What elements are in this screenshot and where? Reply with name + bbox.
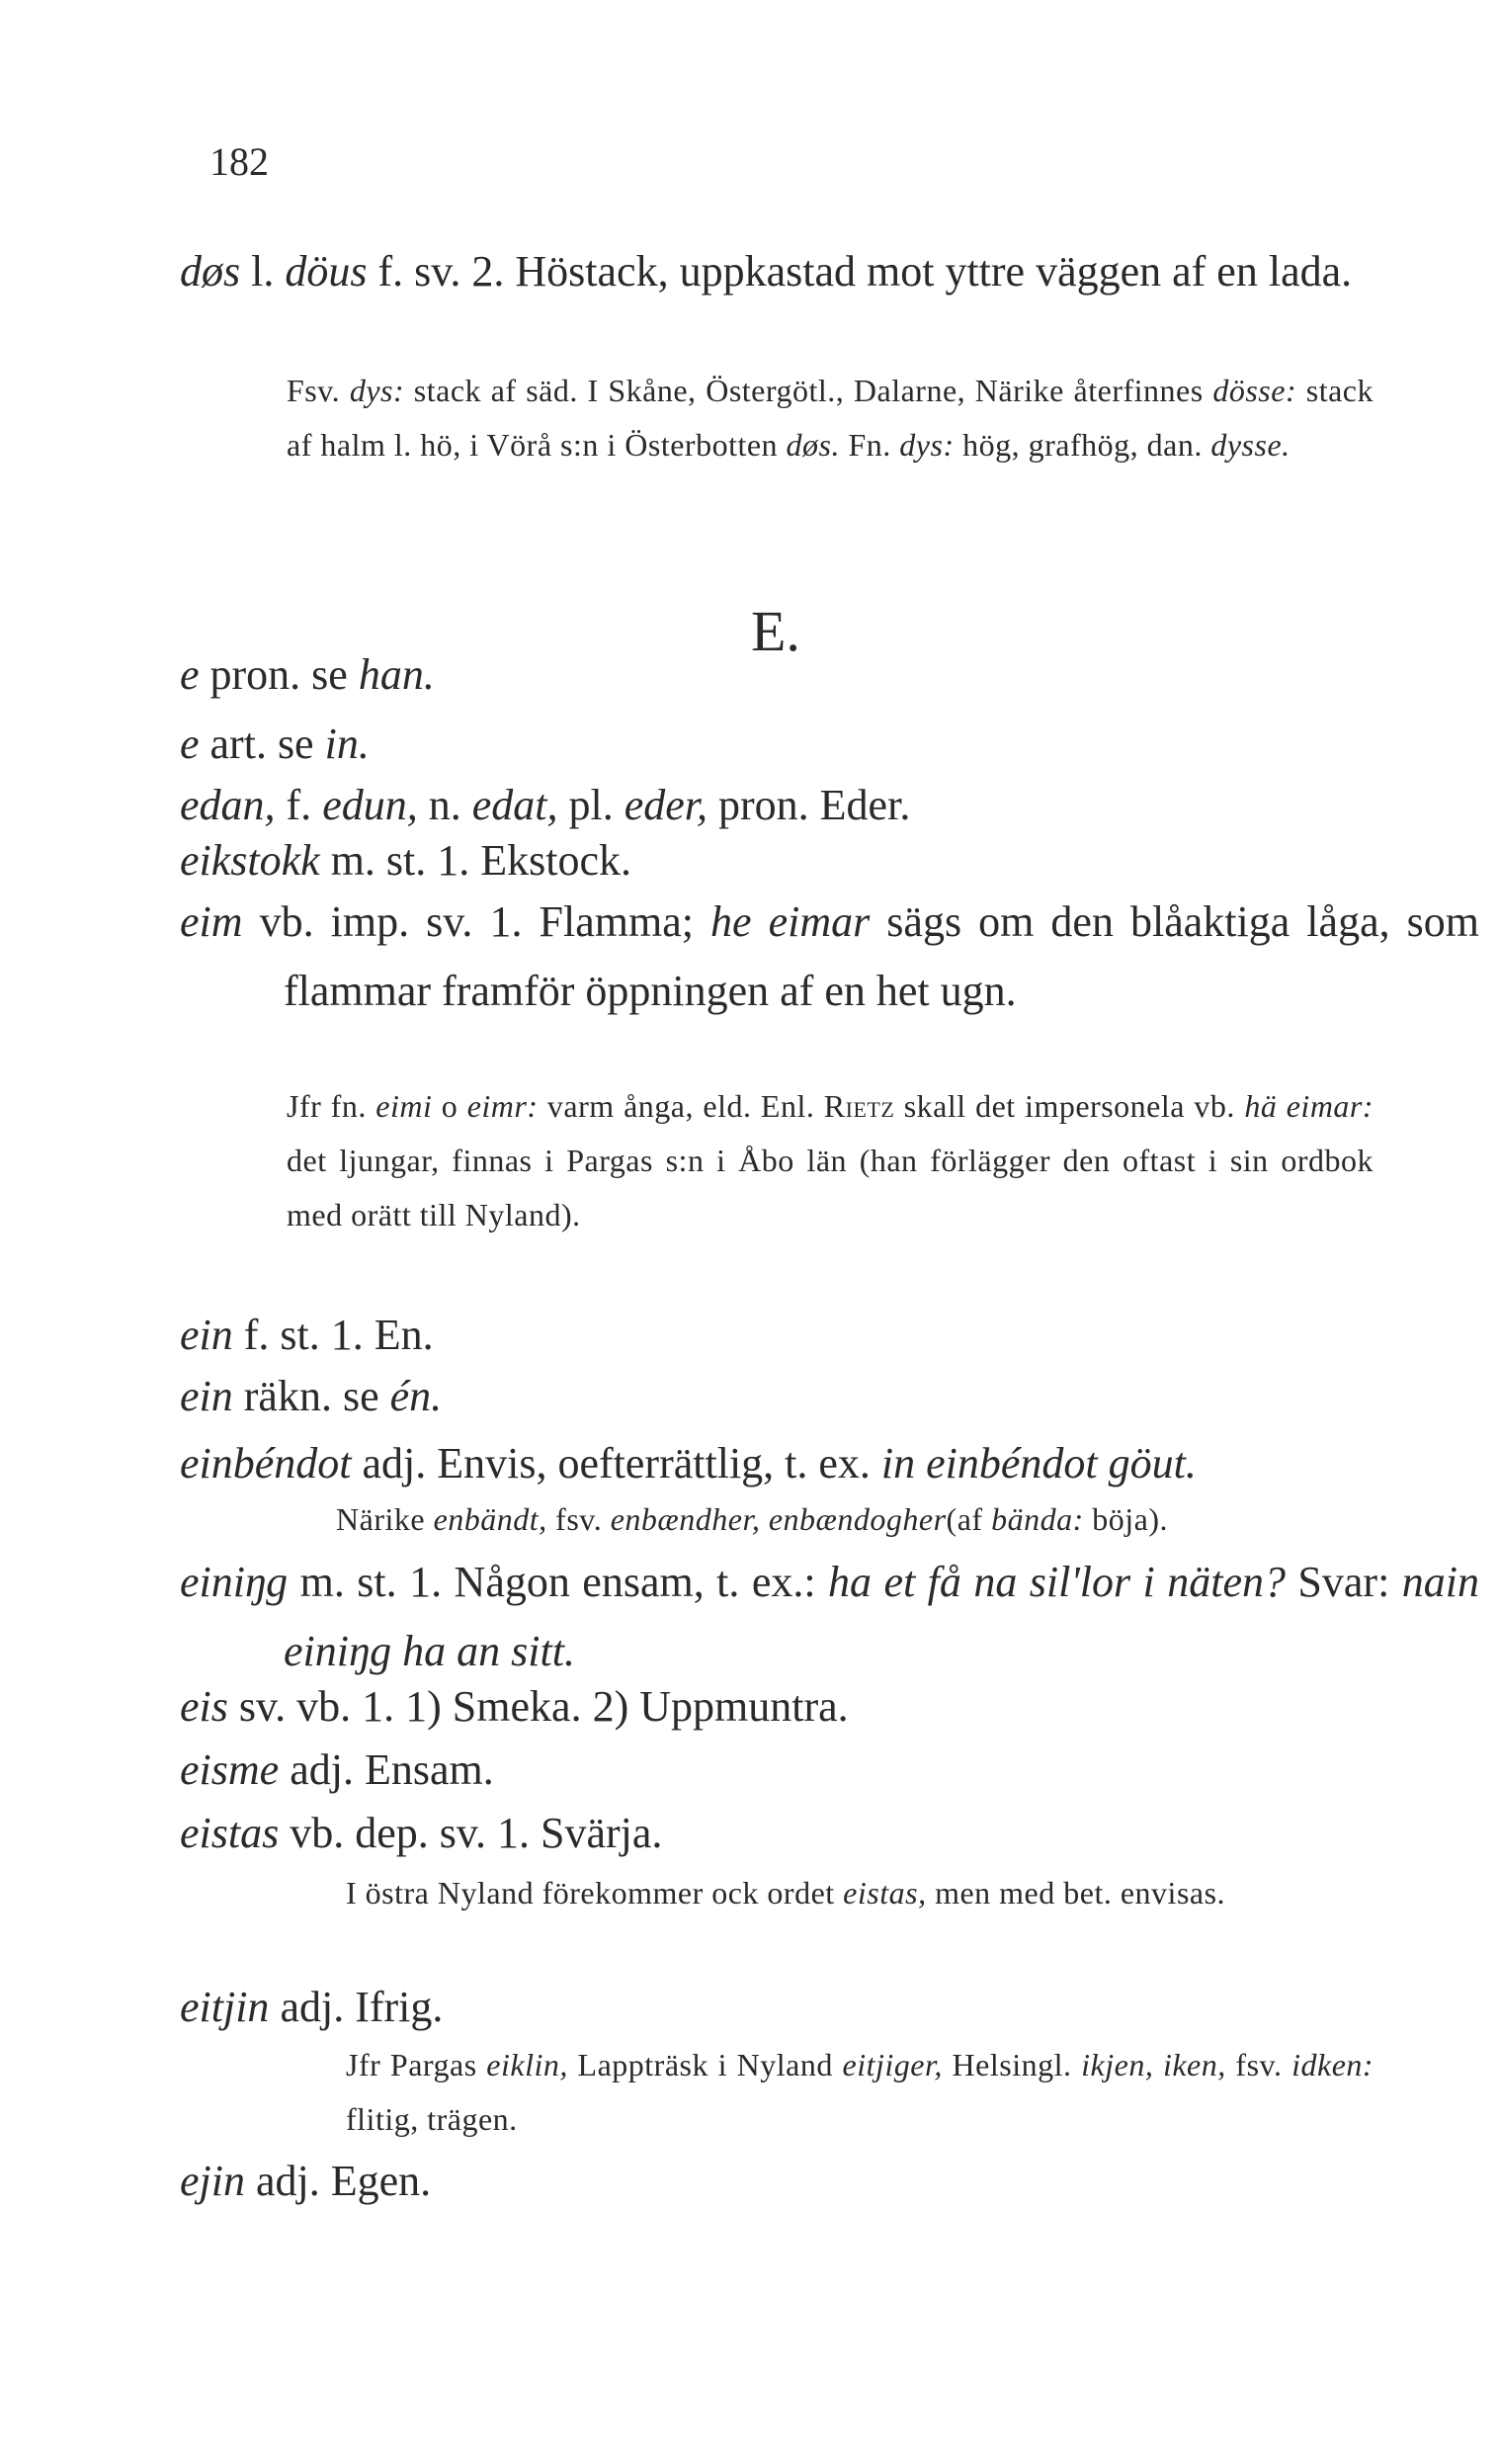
entry-eining: einiŋg m. st. 1. Någon ensam, t. ex.: ha et få na sil'lor i näten? Svar: nain einiŋg ha an sitt.	[180, 1558, 1479, 1675]
note-dos: Fsv. dys: stack af säd. I Skåne, Östergötl., Dalarne, Närike återfinnes dösse: stack af halm l. hö, i Vörå s:n i Österbotten døs. Fn. dys: hög, grafhög, dan. dysse.	[287, 373, 1373, 463]
entry-eisme: eisme adj. Ensam.	[180, 1745, 494, 1794]
note-eim: Jfr fn. eimi o eimr: varm ånga, eld. Enl. Rietz skall det impersonela vb. hä eimar: det ljungar, finnas i Pargas s:n i Åbo län (han förlägger den oftast i sin ordbok med orätt till Nyland).	[287, 1088, 1374, 1232]
entry-e-art: e art. se in.	[180, 720, 370, 768]
entry-eim: eim vb. imp. sv. 1. Flamma; he eimar sägs om den blåaktiga låga, som flammar framför öppningen af en het ugn.	[180, 897, 1479, 1015]
page-number: 182	[209, 139, 269, 184]
entry-ein-f: ein f. st. 1. En.	[180, 1311, 434, 1359]
entry-e-pron: e pron. se han.	[180, 650, 435, 699]
entry-ejin: ejin adj. Egen.	[180, 2157, 432, 2205]
entry-eistas: eistas vb. dep. sv. 1. Svärja.	[180, 1809, 663, 1857]
entry-eitjin: eitjin adj. Ifrig.	[180, 1983, 444, 2031]
section-letter: E.	[751, 599, 800, 663]
entry-eikstokk: eikstokk m. st. 1. Ekstock.	[180, 836, 632, 885]
entry-edan: edan, f. edun, n. edat, pl. eder, pron. Eder.	[180, 781, 911, 829]
note-eistas: I östra Nyland förekommer ock ordet eistas, men med bet. envisas.	[346, 1875, 1226, 1911]
entry-einbendot: einbéndot adj. Envis, oefterrättlig, t. ex. in einbéndot göut.	[180, 1439, 1197, 1487]
note-einbendot: Närike enbändt, fsv. enbændher, enbændogher(af bända: böja).	[336, 1501, 1168, 1537]
note-eitjin: Jfr Pargas eiklin, Lappträsk i Nyland eitjiger, Helsingl. ikjen, iken, fsv. idken: flitig, trägen.	[346, 2047, 1374, 2137]
entry-eis: eis sv. vb. 1. 1) Smeka. 2) Uppmuntra.	[180, 1682, 849, 1731]
entry-ein-rakn: ein räkn. se én.	[180, 1372, 443, 1420]
headword: døs	[180, 247, 241, 296]
entry-dos: døs l. döus f. sv. 2. Höstack, uppkastad mot yttre väggen af en lada.	[180, 247, 1353, 296]
